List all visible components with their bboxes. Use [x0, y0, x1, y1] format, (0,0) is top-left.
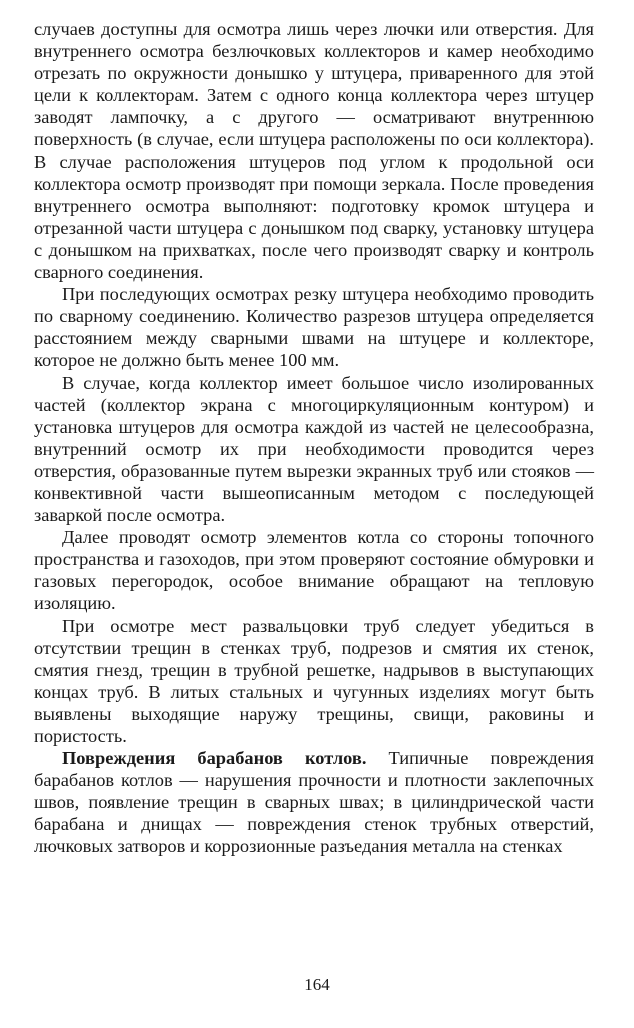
paragraph-text: Далее проводят осмотр элементов котла со стороны топочного пространства и газоходов, при этом проверяют состояние обмуровки и газовых перегородок, особое внимание обращают на тепловую изоляцию. — [34, 527, 594, 614]
section-heading: Повреждения барабанов котлов. — [62, 748, 367, 769]
paragraph-drum-damage — [34, 747, 594, 857]
paragraph-isolated-parts — [34, 372, 594, 527]
paragraph-text: При осмотре мест развальцовки труб следует убедиться в отсутствии трещин в стенках труб, подрезов и смятия их стенок, смятия гнезд, трещин в трубной решетке, надрывов в выступающих концах труб. В литых стальных и чугунных изделиях могут быть выявлены выходящие наружу трещины, свищи, раковины и пористость. — [34, 615, 594, 746]
paragraph-text: При последующих осмотрах резку штуцера необходимо проводить по сварному соединению. Количество разрезов штуцера определяется расстоянием между сварными швами на штуцере и коллекторе, которое не должно быть менее 100 мм. — [34, 284, 594, 371]
document-page — [34, 18, 594, 858]
paragraph-text: В случае, когда коллектор имеет большое число изолированных частей (коллектор экрана с многоциркуляционным контуром) и установка штуцеров для осмотра каждой из частей не целесообразна, внутренний осмотр их при необходимости проводится через отверстия, образованные путем вырезки экранных труб или стояков — конвективной части вышеописанным методом с последующей заваркой после осмотра. — [34, 372, 594, 526]
paragraph-subsequent-inspections — [34, 283, 594, 371]
page-number: 164 — [304, 975, 330, 994]
paragraph-text: Типичные повреждения барабанов котлов — нарушения прочности и плотности заклепочных швов, появление трещин в сварных швах; в цилиндрической части барабана и днищах — повреждения стенок трубных отверстий, лючковых затворов и коррозионные разъедания металла на стенках — [34, 748, 594, 857]
paragraph-rolling-places — [34, 615, 594, 748]
paragraph-furnace-inspection — [34, 526, 594, 614]
paragraph-collectors-inspection — [34, 18, 594, 283]
paragraph-text: случаев доступны для осмотра лишь через лючки или отверстия. Для внутреннего осмотра безлючковых коллекторов и камер необходимо отрезать по окружности донышко у штуцера, приваренного для этой цели к коллекторам. Затем с одного конца коллектора через штуцер заводят лампочку, а с другого — осматривают внутреннюю поверхность (в случае, если штуцера расположены по оси коллектора). В случае расположения штуцеров под углом к продольной оси коллектора осмотр производят при помощи зеркала. После проведения внутреннего осмотра выполняют: подготовку кромок штуцера и отрезанной части штуцера с донышком под сварку, установку штуцера с донышком на прихватках, после чего производят сварку и контроль сварного соединения. — [34, 19, 594, 283]
